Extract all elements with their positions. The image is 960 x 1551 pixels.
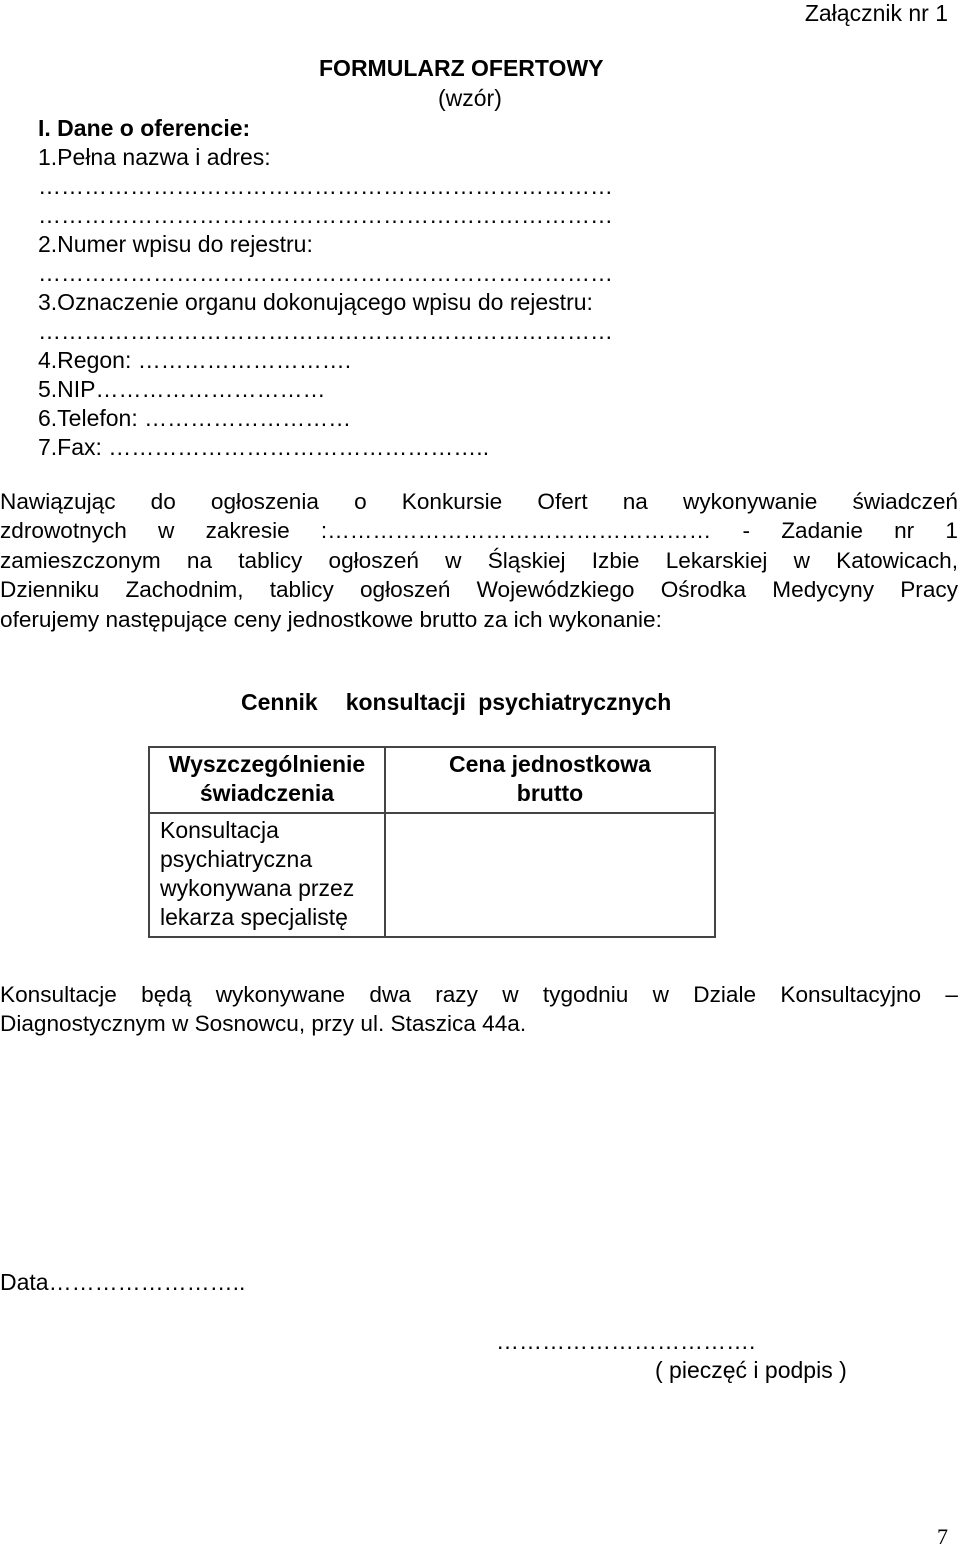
field-full-name-dots-2[interactable]: ………………………………………………………………… xyxy=(38,202,613,228)
section-heading-offerer: I. Dane o oferencie: xyxy=(38,115,251,141)
date-field[interactable]: Data…………………….. xyxy=(0,1269,246,1295)
signature-dots[interactable]: ……………………………. xyxy=(496,1328,756,1354)
header-price: Cena jednostkowa brutto xyxy=(385,747,715,813)
closing-line: Diagnostycznym w Sosnowcu, przy ul. Staszica 44a. xyxy=(0,1011,527,1037)
form-title: FORMULARZ OFERTOWY xyxy=(319,55,604,81)
field-fax[interactable]: 7.Fax: ………………………………………….. xyxy=(38,434,490,460)
table-row xyxy=(149,813,715,937)
pricelist-table xyxy=(148,746,716,938)
intro-line: Nawiązując do ogłoszenia o Konkursie Ofert na wykonywanie świadczeń xyxy=(0,489,958,514)
signature-label: ( pieczęć i podpis ) xyxy=(655,1357,847,1383)
intro-line: zamieszczonym na tablicy ogłoszeń w Śląskiej Izbie Lekarskiej w Katowicach, xyxy=(0,547,958,573)
field-regon[interactable]: 4.Regon: ………………………. xyxy=(38,347,352,373)
field-full-name-dots-1[interactable]: ………………………………………………………………… xyxy=(38,173,613,199)
field-phone[interactable]: 6.Telefon: ……………………… xyxy=(38,405,352,431)
intro-paragraph xyxy=(0,487,958,634)
closing-paragraph xyxy=(0,980,958,1039)
closing-line: Konsultacje będą wykonywane dwa razy w tygodniu w Dziale Konsultacyjno – xyxy=(0,982,958,1007)
field-register-dots[interactable]: ………………………………………………………………… xyxy=(38,260,613,286)
intro-line: zdrowotnych w zakresie :…………………………………………… - Zadanie nr 1 xyxy=(0,518,958,544)
field-register-label: 2.Numer wpisu do rejestru: xyxy=(38,231,313,257)
pricelist-title-word1: Cennik xyxy=(241,689,318,715)
header-service: Wyszczególnienie świadczenia xyxy=(149,747,385,813)
field-authority-label: 3.Oznaczenie organu dokonującego wpisu do rejestru: xyxy=(38,289,593,315)
intro-line: oferujemy następujące ceny jednostkowe brutto za ich wykonanie: xyxy=(0,606,662,632)
cell-service: Konsultacja psychiatryczna wykonywana przez lekarza specjalistę xyxy=(149,813,385,937)
table-header-row xyxy=(149,747,715,813)
pricelist-title-word2: konsultacji psychiatrycznych xyxy=(345,689,672,715)
cell-price[interactable] xyxy=(385,813,715,937)
annex-label: Załącznik nr 1 xyxy=(804,0,948,26)
field-full-name-label: 1.Pełna nazwa i adres: xyxy=(38,144,271,170)
form-subtitle: (wzór) xyxy=(438,85,502,111)
pricelist-title xyxy=(241,688,671,717)
page-number: 7 xyxy=(937,1524,948,1549)
field-authority-dots[interactable]: ………………………………………………………………… xyxy=(38,318,613,344)
intro-line: Dzienniku Zachodnim, tablicy ogłoszeń Wojewódzkiego Ośrodka Medycyny Pracy xyxy=(0,577,958,603)
field-nip[interactable]: 5.NIP………………………… xyxy=(38,376,326,402)
